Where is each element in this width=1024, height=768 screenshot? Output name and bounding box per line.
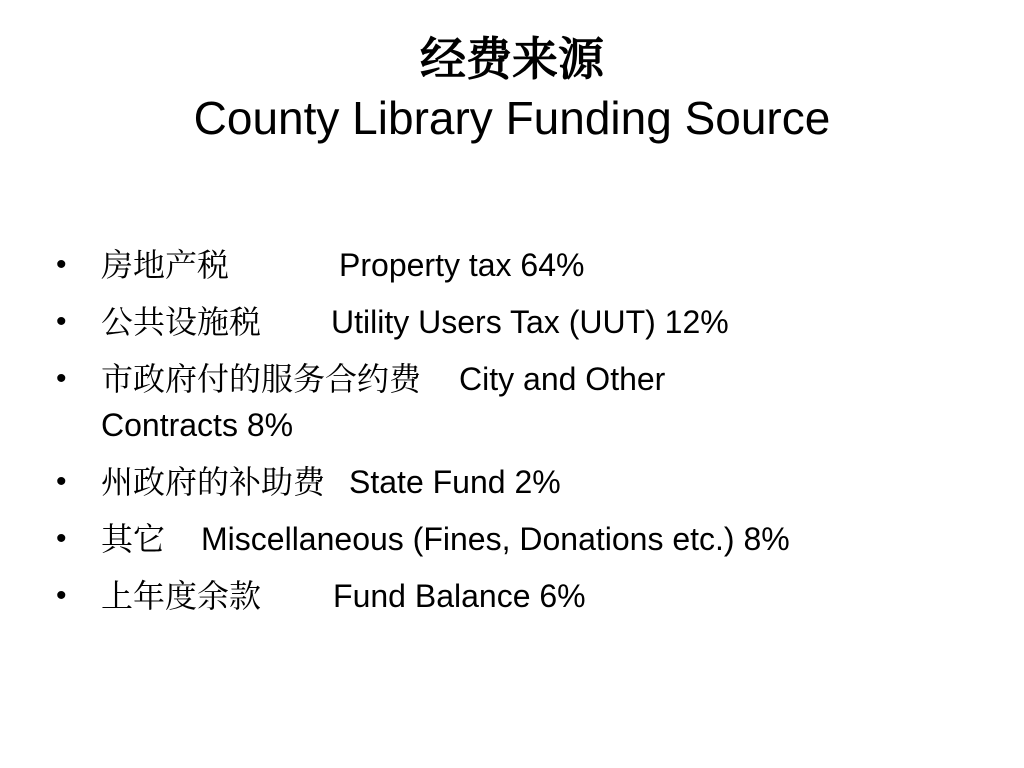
item-label-zh: 其它 bbox=[101, 520, 166, 558]
list-item-fund-balance bbox=[56, 573, 956, 619]
item-label-zh: 市政府付的服务合约费 bbox=[101, 360, 422, 398]
list-item-utility-users-tax bbox=[56, 299, 956, 345]
bullet-icon: • bbox=[56, 579, 67, 612]
list-item-state-fund bbox=[56, 459, 956, 505]
item-label-en: City and Other bbox=[459, 361, 666, 397]
item-label-zh: 上年度余款 bbox=[101, 577, 262, 615]
bullet-icon: • bbox=[56, 465, 67, 498]
bullet-icon: • bbox=[56, 248, 67, 281]
item-label-en: Property tax 64% bbox=[339, 247, 585, 283]
item-label-zh: 房地产税 bbox=[101, 246, 230, 284]
item-label-en: State Fund 2% bbox=[349, 464, 561, 500]
list-item-property-tax bbox=[56, 242, 956, 288]
item-label-zh: 公共设施税 bbox=[101, 303, 262, 341]
item-label-en-continued: Contracts 8% bbox=[101, 407, 294, 443]
slide-title bbox=[0, 28, 1024, 146]
title-chinese: 经费来源 bbox=[420, 32, 604, 86]
item-label-zh: 州政府的补助费 bbox=[101, 463, 326, 501]
funding-source-list bbox=[56, 242, 956, 630]
list-item-city-contracts bbox=[56, 356, 956, 448]
item-label-en: Utility Users Tax (UUT) 12% bbox=[331, 304, 729, 340]
bullet-icon: • bbox=[56, 522, 67, 555]
title-english: County Library Funding Source bbox=[193, 92, 831, 144]
item-label-en: Miscellaneous (Fines, Donations etc.) 8% bbox=[201, 521, 790, 557]
bullet-icon: • bbox=[56, 362, 67, 395]
bullet-icon: • bbox=[56, 305, 67, 338]
item-label-en: Fund Balance 6% bbox=[333, 578, 586, 614]
list-item-miscellaneous bbox=[56, 516, 956, 562]
